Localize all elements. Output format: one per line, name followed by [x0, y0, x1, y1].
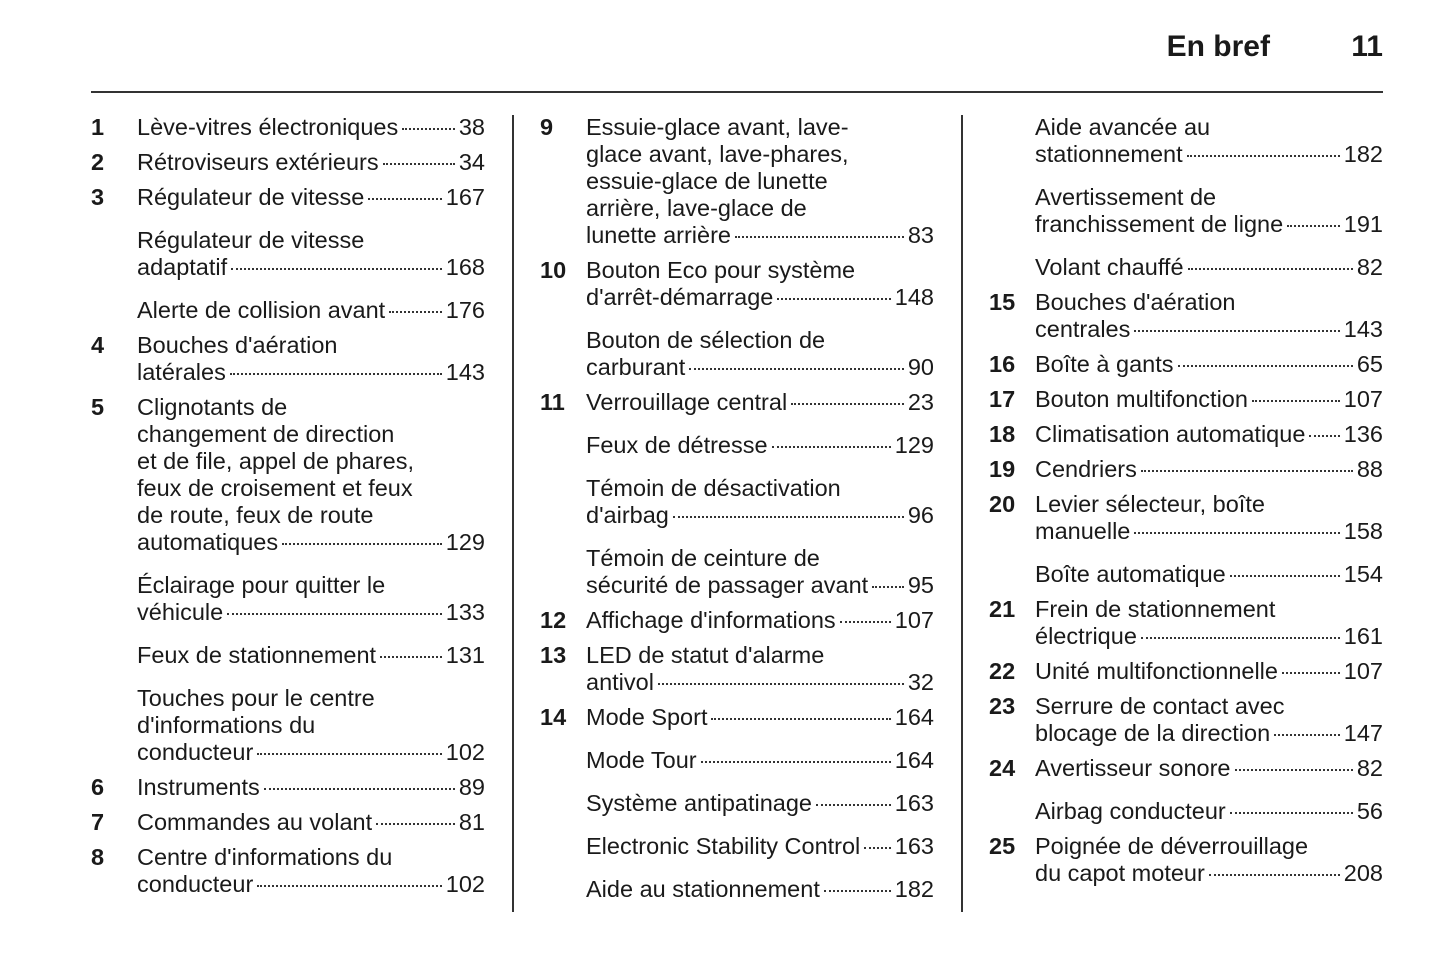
entry-last-line — [1035, 518, 1383, 545]
entry-text-line: de route, feux de route — [137, 502, 374, 528]
page-reference: 133 — [445, 599, 485, 625]
dot-leader — [1209, 874, 1340, 876]
page-reference: 32 — [907, 669, 934, 695]
index-entry — [91, 844, 485, 898]
index-entry — [540, 475, 934, 529]
page-reference: 83 — [907, 222, 934, 248]
callout-number: 1 — [91, 114, 105, 140]
entry-last-line — [1035, 798, 1383, 825]
entry-text-line: Electronic Stability Control — [586, 833, 861, 859]
page-reference: 191 — [1343, 211, 1383, 237]
entry-text-line: Témoin de ceinture de — [586, 545, 820, 571]
entry-last-line — [1035, 720, 1383, 747]
index-entry — [540, 389, 934, 416]
dot-leader — [376, 823, 455, 825]
entry-text-line: essuie-glace de lunette — [586, 168, 828, 194]
dot-leader — [368, 198, 441, 200]
page-reference: 89 — [458, 774, 485, 800]
entry-last-line — [586, 354, 934, 381]
entry-text-line: Cendriers — [1035, 456, 1137, 482]
dot-leader — [658, 683, 904, 685]
page-reference: 107 — [1343, 658, 1383, 684]
page-reference: 131 — [445, 642, 485, 668]
callout-number: 6 — [91, 774, 105, 800]
entry-text-line: Mode Tour — [586, 747, 697, 773]
header-rule — [91, 91, 1383, 93]
entry-text-line: Lève-vitres électroniques — [137, 114, 399, 140]
callout-number: 4 — [91, 332, 105, 358]
dot-leader — [230, 373, 442, 375]
index-entry — [989, 386, 1383, 413]
page-reference: 168 — [445, 254, 485, 280]
dot-leader — [772, 446, 891, 448]
column-divider — [961, 115, 963, 912]
callout-number: 20 — [989, 491, 1016, 517]
entry-text-line: latérales — [137, 359, 226, 385]
callout-number: 8 — [91, 844, 105, 870]
dot-leader — [1309, 435, 1339, 437]
index-entry — [540, 747, 934, 774]
entry-last-line — [137, 774, 485, 801]
page-reference: 143 — [445, 359, 485, 385]
page-reference: 182 — [894, 876, 934, 902]
entry-text-line: changement de direction — [137, 421, 395, 447]
page-reference: 167 — [445, 184, 485, 210]
index-entry — [91, 642, 485, 669]
entry-last-line — [1035, 755, 1383, 782]
index-entry — [989, 421, 1383, 448]
callout-number: 16 — [989, 351, 1016, 377]
entry-text-line: Avertissement de — [1035, 184, 1217, 210]
index-entry — [989, 114, 1383, 168]
page-reference: 164 — [894, 704, 934, 730]
entry-text-line: Affichage d'informations — [586, 607, 836, 633]
dot-leader — [257, 885, 442, 887]
index-entry — [540, 545, 934, 599]
page-reference: 129 — [894, 432, 934, 458]
entry-text-line: Bouches d'aération — [1035, 289, 1236, 315]
entry-last-line — [1035, 254, 1383, 281]
dot-leader — [1274, 734, 1340, 736]
entry-last-line — [586, 222, 934, 249]
index-entry — [91, 114, 485, 141]
index-entry — [540, 790, 934, 817]
dot-leader — [1230, 575, 1340, 577]
entry-last-line — [137, 809, 485, 836]
entry-text-line: adaptatif — [137, 254, 228, 280]
page-reference: 96 — [907, 502, 934, 528]
dot-leader — [1252, 400, 1340, 402]
entry-text-line: d'arrêt-démarrage — [586, 284, 774, 310]
dot-leader — [1287, 225, 1340, 227]
page-reference: 148 — [894, 284, 934, 310]
dot-leader — [824, 890, 891, 892]
page-reference: 81 — [458, 809, 485, 835]
dot-leader — [389, 311, 442, 313]
entry-text-line: Volant chauffé — [1035, 254, 1184, 280]
dot-leader — [701, 761, 891, 763]
callout-number: 18 — [989, 421, 1016, 447]
entry-text-line: Bouton Eco pour système — [586, 257, 856, 283]
page-reference: 82 — [1356, 755, 1383, 781]
page-reference: 23 — [907, 389, 934, 415]
entry-last-line — [137, 642, 485, 669]
index-entry — [91, 394, 485, 556]
page-reference: 161 — [1343, 623, 1383, 649]
column-divider — [512, 115, 514, 912]
dot-leader — [257, 753, 442, 755]
callout-number: 14 — [540, 704, 567, 730]
entry-last-line — [1035, 351, 1383, 378]
callout-number: 5 — [91, 394, 105, 420]
entry-text-line: Bouches d'aération — [137, 332, 338, 358]
entry-last-line — [586, 572, 934, 599]
entry-last-line — [1035, 623, 1383, 650]
page-reference: 136 — [1343, 421, 1383, 447]
page-reference: 38 — [458, 114, 485, 140]
entry-text-line: Éclairage pour quitter le — [137, 572, 386, 598]
index-entry — [540, 833, 934, 860]
entry-last-line — [137, 254, 485, 281]
index-entry — [989, 456, 1383, 483]
entry-text-line: LED de statut d'alarme — [586, 642, 825, 668]
index-entry — [989, 289, 1383, 343]
entry-last-line — [1035, 860, 1383, 887]
entry-last-line — [137, 149, 485, 176]
page-reference: 95 — [907, 572, 934, 598]
entry-text-line: automatiques — [137, 529, 279, 555]
entry-text-line: Système antipatinage — [586, 790, 813, 816]
page-reference: 182 — [1343, 141, 1383, 167]
entry-last-line — [586, 432, 934, 459]
dot-leader — [689, 368, 904, 370]
page-reference: 129 — [445, 529, 485, 555]
index-entry — [91, 332, 485, 386]
index-entry — [989, 798, 1383, 825]
entry-last-line — [586, 790, 934, 817]
dot-leader — [816, 804, 891, 806]
index-entry — [989, 561, 1383, 588]
index-entry — [540, 704, 934, 731]
entry-last-line — [586, 876, 934, 903]
entry-last-line — [1035, 456, 1383, 483]
entry-last-line — [1035, 561, 1383, 588]
dot-leader — [227, 613, 442, 615]
dot-leader — [383, 163, 455, 165]
callout-number: 24 — [989, 755, 1016, 781]
dot-leader — [840, 621, 891, 623]
index-entry — [91, 227, 485, 281]
entry-text-line: Boîte automatique — [1035, 561, 1226, 587]
entry-text-line: véhicule — [137, 599, 224, 625]
entry-text-line: Rétroviseurs extérieurs — [137, 149, 379, 175]
entry-last-line — [1035, 211, 1383, 238]
callout-number: 12 — [540, 607, 567, 633]
callout-number: 2 — [91, 149, 105, 175]
dot-leader — [264, 788, 455, 790]
page-reference: 143 — [1343, 316, 1383, 342]
entry-text-line: arrière, lave-glace de — [586, 195, 807, 221]
page-number: 11 — [1351, 30, 1383, 63]
dot-leader — [402, 128, 455, 130]
entry-last-line — [137, 739, 485, 766]
index-entry — [540, 114, 934, 249]
dot-leader — [1134, 532, 1339, 534]
page-reference: 208 — [1343, 860, 1383, 886]
page-reference: 88 — [1356, 456, 1383, 482]
dot-leader — [1141, 470, 1353, 472]
index-entry — [540, 327, 934, 381]
callout-number: 11 — [540, 389, 565, 415]
index-entry — [989, 351, 1383, 378]
entry-last-line — [586, 607, 934, 634]
callout-number: 17 — [989, 386, 1016, 412]
page-reference: 82 — [1356, 254, 1383, 280]
entry-text-line: Frein de stationnement — [1035, 596, 1276, 622]
index-entry — [540, 607, 934, 634]
callout-number: 21 — [989, 596, 1016, 622]
entry-text-line: Régulateur de vitesse — [137, 227, 365, 253]
entry-text-line: Essuie-glace avant, lave- — [586, 114, 849, 140]
index-entry — [91, 572, 485, 626]
entry-last-line — [137, 529, 485, 556]
entry-last-line — [1035, 421, 1383, 448]
entry-text-line: Bouton de sélection de — [586, 327, 826, 353]
index-entry — [989, 658, 1383, 685]
entry-text-line: Airbag conducteur — [1035, 798, 1226, 824]
page-reference: 56 — [1356, 798, 1383, 824]
entry-text-line: sécurité de passager avant — [586, 572, 869, 598]
dot-leader — [380, 656, 442, 658]
callout-number: 25 — [989, 833, 1016, 859]
entry-text-line: Poignée de déverrouillage — [1035, 833, 1309, 859]
dot-leader — [282, 543, 442, 545]
entry-last-line — [137, 871, 485, 898]
entry-text-line: Serrure de contact avec — [1035, 693, 1285, 719]
dot-leader — [864, 847, 891, 849]
page-reference: 90 — [907, 354, 934, 380]
page-reference: 164 — [894, 747, 934, 773]
entry-text-line: Avertisseur sonore — [1035, 755, 1231, 781]
index-entry — [540, 257, 934, 311]
index-entry — [540, 876, 934, 903]
entry-text-line: d'airbag — [586, 502, 669, 528]
entry-text-line: Aide au stationnement — [586, 876, 820, 902]
entry-text-line: conducteur — [137, 739, 254, 765]
callout-number: 19 — [989, 456, 1016, 482]
dot-leader — [735, 236, 904, 238]
entry-last-line — [1035, 658, 1383, 685]
index-column-1 — [91, 114, 485, 898]
page-reference: 163 — [894, 833, 934, 859]
page-reference: 107 — [1343, 386, 1383, 412]
entry-last-line — [1035, 316, 1383, 343]
entry-text-line: Centre d'informations du — [137, 844, 393, 870]
dot-leader — [1235, 769, 1353, 771]
entry-text-line: centrales — [1035, 316, 1131, 342]
entry-last-line — [1035, 141, 1383, 168]
callout-number: 13 — [540, 642, 567, 668]
callout-number: 7 — [91, 809, 105, 835]
dot-leader — [1188, 268, 1353, 270]
index-column-2 — [540, 114, 934, 903]
entry-last-line — [1035, 386, 1383, 413]
entry-text-line: Clignotants de — [137, 394, 288, 420]
page-reference: 176 — [445, 297, 485, 323]
entry-text-line: et de file, appel de phares, — [137, 448, 414, 474]
dot-leader — [1141, 637, 1340, 639]
entry-last-line — [586, 704, 934, 731]
entry-text-line: Levier sélecteur, boîte — [1035, 491, 1265, 517]
entry-last-line — [586, 669, 934, 696]
entry-text-line: lunette arrière — [586, 222, 731, 248]
index-entry — [91, 685, 485, 766]
index-entry — [989, 254, 1383, 281]
index-entry — [989, 833, 1383, 887]
entry-text-line: Touches pour le centre — [137, 685, 375, 711]
index-entry — [989, 596, 1383, 650]
entry-text-line: manuelle — [1035, 518, 1131, 544]
entry-text-line: électrique — [1035, 623, 1137, 649]
dot-leader — [777, 298, 890, 300]
dot-leader — [872, 586, 904, 588]
callout-number: 15 — [989, 289, 1016, 315]
dot-leader — [791, 403, 904, 405]
callout-number: 10 — [540, 257, 567, 283]
page-reference: 107 — [894, 607, 934, 633]
entry-text-line: Régulateur de vitesse — [137, 184, 365, 210]
page-reference: 154 — [1343, 561, 1383, 587]
index-entry — [989, 184, 1383, 238]
entry-text-line: Bouton multifonction — [1035, 386, 1248, 412]
index-entry — [91, 184, 485, 211]
entry-last-line — [137, 599, 485, 626]
dot-leader — [673, 516, 904, 518]
page-reference: 102 — [445, 871, 485, 897]
callout-number: 22 — [989, 658, 1016, 684]
page-reference: 65 — [1356, 351, 1383, 377]
index-column-3 — [989, 114, 1383, 887]
index-entry — [91, 774, 485, 801]
dot-leader — [1187, 155, 1340, 157]
entry-text-line: glace avant, lave-phares, — [586, 141, 849, 167]
entry-text-line: Unité multifonctionnelle — [1035, 658, 1278, 684]
entry-last-line — [137, 297, 485, 324]
entry-last-line — [137, 114, 485, 141]
dot-leader — [1178, 365, 1353, 367]
dot-leader — [1282, 672, 1340, 674]
index-entry — [540, 432, 934, 459]
page-reference: 158 — [1343, 518, 1383, 544]
entry-text-line: antivol — [586, 669, 654, 695]
entry-text-line: blocage de la direction — [1035, 720, 1271, 746]
dot-leader — [711, 718, 890, 720]
page-reference: 34 — [458, 149, 485, 175]
dot-leader — [1230, 812, 1353, 814]
index-entry — [989, 755, 1383, 782]
index-entry — [540, 642, 934, 696]
entry-last-line — [586, 833, 934, 860]
callout-number: 3 — [91, 184, 105, 210]
callout-number: 9 — [540, 114, 554, 140]
index-entry — [91, 809, 485, 836]
entry-last-line — [586, 389, 934, 416]
entry-text-line: Témoin de désactivation — [586, 475, 841, 501]
entry-text-line: franchissement de ligne — [1035, 211, 1284, 237]
entry-text-line: Climatisation automatique — [1035, 421, 1306, 447]
entry-text-line: Verrouillage central — [586, 389, 788, 415]
entry-text-line: carburant — [586, 354, 686, 380]
entry-last-line — [137, 359, 485, 386]
section-title: En bref — [1166, 30, 1270, 63]
dot-leader — [231, 268, 442, 270]
entry-text-line: d'informations du — [137, 712, 316, 738]
entry-last-line — [137, 184, 485, 211]
entry-last-line — [586, 284, 934, 311]
entry-text-line: Mode Sport — [586, 704, 708, 730]
entry-text-line: du capot moteur — [1035, 860, 1205, 886]
entry-last-line — [586, 502, 934, 529]
entry-text-line: Aide avancée au — [1035, 114, 1211, 140]
index-entry — [91, 297, 485, 324]
entry-text-line: Feux de détresse — [586, 432, 768, 458]
entry-text-line: conducteur — [137, 871, 254, 897]
callout-number: 23 — [989, 693, 1016, 719]
page-reference: 147 — [1343, 720, 1383, 746]
entry-text-line: Instruments — [137, 774, 260, 800]
index-entry — [989, 491, 1383, 545]
entry-text-line: Alerte de collision avant — [137, 297, 386, 323]
entry-text-line: Boîte à gants — [1035, 351, 1174, 377]
entry-text-line: stationnement — [1035, 141, 1183, 167]
entry-text-line: Feux de stationnement — [137, 642, 377, 668]
page-reference: 163 — [894, 790, 934, 816]
entry-text-line: feux de croisement et feux — [137, 475, 413, 501]
index-entry — [91, 149, 485, 176]
entry-text-line: Commandes au volant — [137, 809, 373, 835]
dot-leader — [1134, 330, 1339, 332]
entry-last-line — [586, 747, 934, 774]
page-reference: 102 — [445, 739, 485, 765]
index-entry — [989, 693, 1383, 747]
